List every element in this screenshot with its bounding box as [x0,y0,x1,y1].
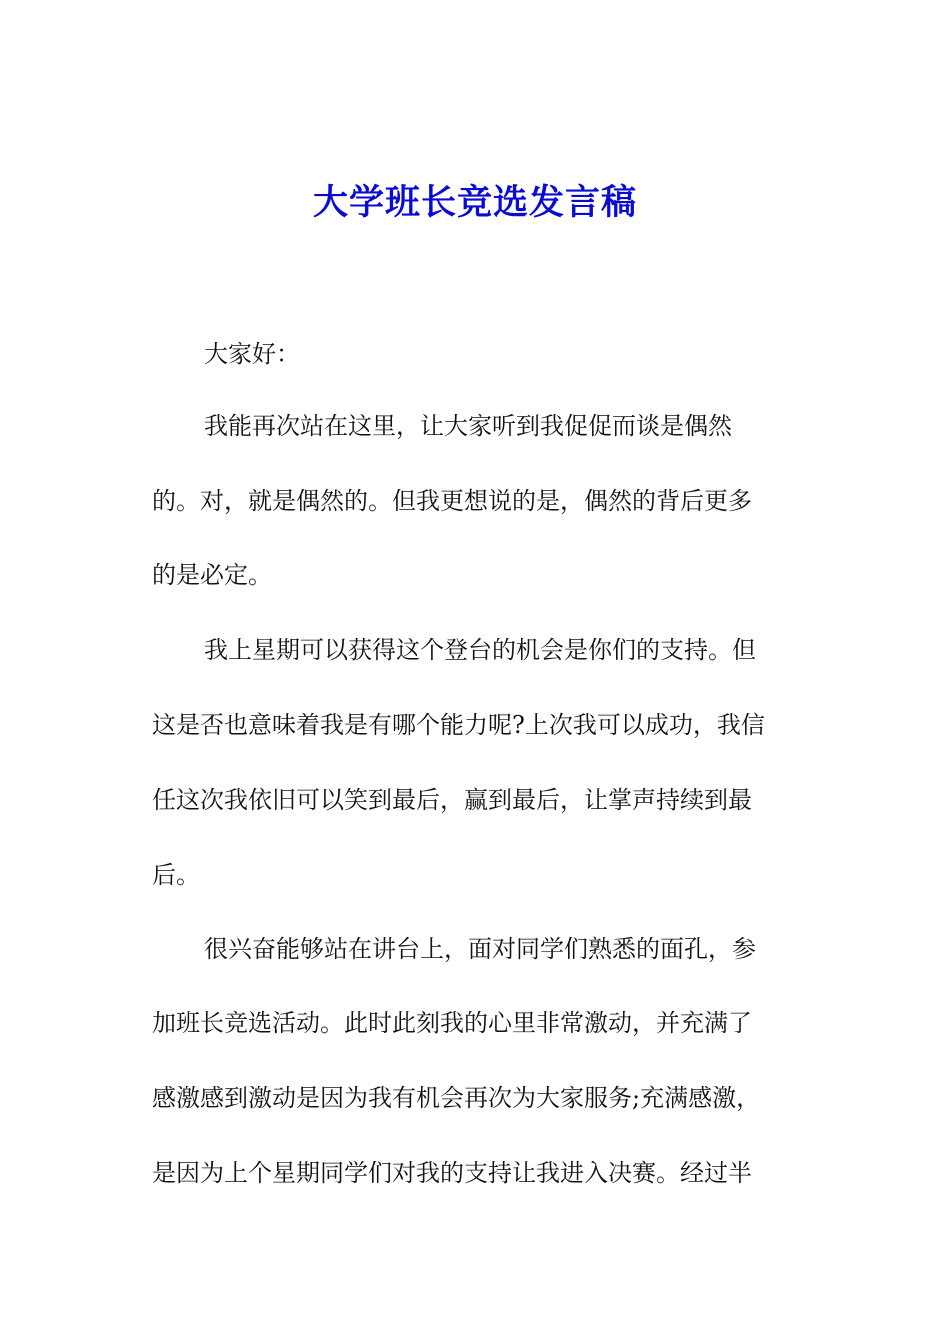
paragraph-line: 任这次我依旧可以笑到最后，赢到最后，让掌声持续到最 [152,786,752,814]
paragraph-line: 后。 [152,861,200,889]
document-title: 大学班长竞选发言稿 [312,182,637,223]
paragraph-line: 很兴奋能够站在讲台上，面对同学们熟悉的面孔，参 [204,935,756,963]
paragraph-line: 加班长竞选活动。此时此刻我的心里非常激动，并充满了 [152,1009,752,1037]
paragraph-line: 感激感到激动是因为我有机会再次为大家服务;充满感激， [152,1084,761,1112]
paragraph-line: 是因为上个星期同学们对我的支持让我进入决赛。经过半 [152,1159,752,1187]
paragraph-line: 我上星期可以获得这个登台的机会是你们的支持。但 [204,636,756,664]
paragraph-line: 的是必定。 [152,561,272,589]
paragraph-line: 这是否也意味着我是有哪个能力呢?上次我可以成功，我信 [152,711,765,739]
paragraph-greeting: 大家好： [204,340,300,368]
paragraph-line: 我能再次站在这里，让大家听到我促促而谈是偶然 [204,412,732,440]
paragraph-line: 的。对，就是偶然的。但我更想说的是，偶然的背后更多 [152,487,752,515]
